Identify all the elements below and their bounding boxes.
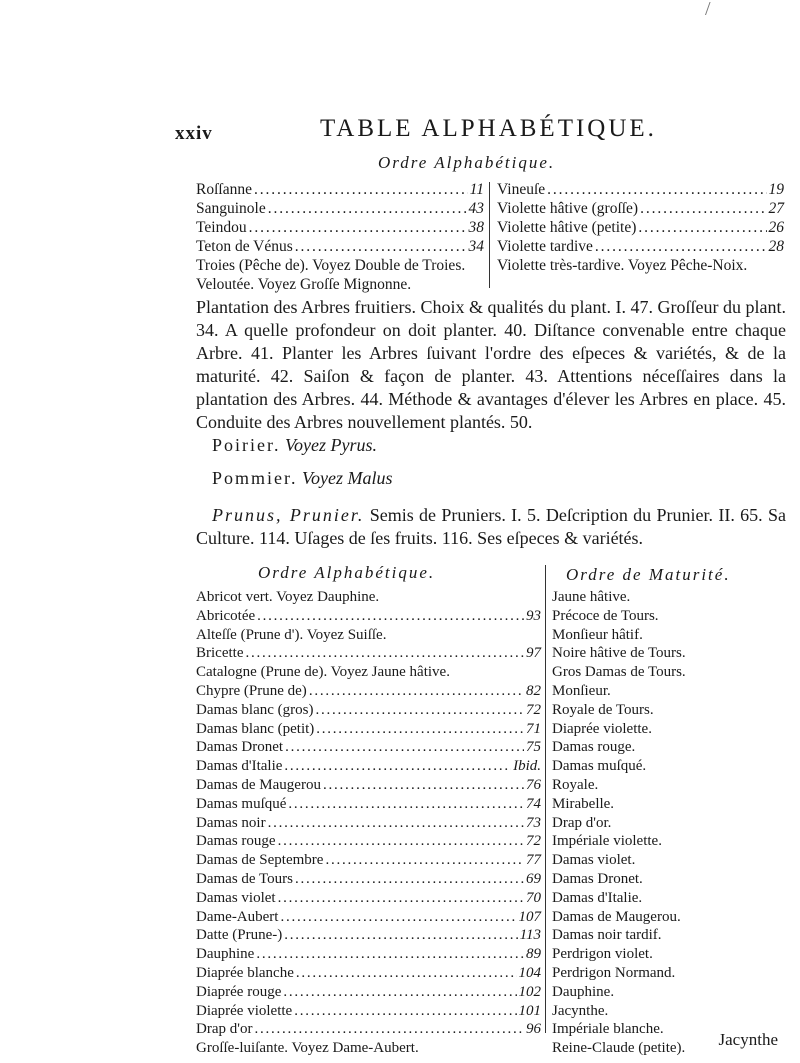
entry-name: Damas muſqué. (552, 758, 647, 775)
plantation-entry (196, 296, 786, 434)
entry-name: Impériale blanche. (552, 1021, 664, 1038)
entry-name: Damas blanc (petit) (196, 720, 315, 737)
prunus-text: Semis de Pruniers. I. 5. Deſcription du Prunier. II. 65. Sa Culture. 114. Uſages de ſes fruits. 116. Ses eſpeces & variétés. (196, 505, 786, 548)
entry-name: Teton de Vénus (196, 238, 293, 255)
page-number: 113 (519, 927, 541, 944)
table-row (552, 682, 792, 701)
leader-dots (245, 644, 524, 663)
leader-dots (268, 199, 467, 218)
leader-dots (283, 983, 516, 1002)
entry-name: Violette hâtive (groſſe) (497, 200, 639, 217)
table-row (196, 218, 484, 237)
leader-dots (285, 738, 524, 757)
table-subheading: Ordre Alphabétique. (378, 153, 556, 172)
table-row (552, 607, 792, 626)
table-row (552, 738, 792, 757)
prune-right-heading: Ordre de Maturité. (566, 565, 731, 584)
leader-dots (296, 964, 517, 983)
page-number: 104 (518, 964, 541, 981)
table-row (552, 926, 792, 945)
leader-dots (257, 607, 524, 626)
leader-dots (268, 814, 524, 833)
page-number: 34 (468, 238, 484, 255)
page-number: 96 (526, 1021, 541, 1038)
table-row (196, 851, 541, 870)
table-row (552, 795, 792, 814)
table-row (196, 199, 484, 218)
entry-name: Royale de Tours. (552, 701, 654, 718)
table-row (552, 663, 792, 682)
table-row (552, 1002, 792, 1021)
entry-name: Damas rouge (196, 833, 276, 850)
poirier-entry (212, 434, 772, 457)
table-row (196, 644, 541, 663)
page-number: 102 (518, 983, 541, 1000)
pommier-ref: Voyez Malus (302, 468, 393, 488)
table-row (552, 776, 792, 795)
entry-name: Roſſanne (196, 181, 252, 198)
entry-name: Groſſe-luiſante. Voyez Dame-Aubert. (196, 1040, 419, 1057)
page-number: 26 (768, 219, 784, 236)
column-rule (489, 182, 490, 288)
leader-dots (547, 180, 766, 199)
table-row (196, 889, 541, 908)
table-row (497, 237, 784, 256)
leader-dots (284, 926, 517, 945)
table-row (196, 926, 541, 945)
page-number: 97 (526, 645, 541, 662)
poirier-head: Poirier. (212, 435, 281, 455)
entry-name: Perdrigon Normand. (552, 964, 676, 981)
table-row (497, 199, 784, 218)
table-row (552, 908, 792, 927)
entry-name: Précoce de Tours. (552, 607, 659, 624)
entry-name: Catalogne (Prune de). Voyez Jaune hâtive. (196, 664, 450, 681)
entry-name: Noire hâtive de Tours. (552, 645, 686, 662)
catchword: Jacynthe (718, 1030, 778, 1049)
entry-name: Violette très-tardive. Voyez Pêche-Noix. (497, 257, 748, 274)
entry-name: Dame-Aubert (196, 908, 279, 925)
first-table-left (196, 180, 484, 294)
entry-name: Impériale violette. (552, 833, 662, 850)
entry-name: Sanguinole (196, 200, 266, 217)
table-row (552, 851, 792, 870)
entry-name: Damas Dronet (196, 739, 284, 756)
table-row (196, 870, 541, 889)
table-row (196, 720, 541, 739)
table-row (196, 1002, 541, 1021)
table-row (196, 832, 541, 851)
running-title: TABLE ALPHABÉTIQUE. (320, 115, 657, 142)
page-header (175, 115, 695, 147)
entry-name: Damas violet (196, 889, 276, 906)
table-row (196, 757, 541, 776)
page-number: 75 (526, 739, 541, 756)
table-row (552, 814, 792, 833)
leader-dots (295, 237, 467, 256)
table-row (196, 237, 484, 256)
table-row (196, 180, 484, 199)
first-table-right (497, 180, 784, 275)
table-row (196, 983, 541, 1002)
leader-dots (256, 945, 524, 964)
leader-dots (315, 701, 524, 720)
page-number: 76 (526, 776, 541, 793)
table-row (196, 663, 541, 682)
page-number: 82 (526, 682, 541, 699)
prune-table-right (552, 588, 792, 1058)
entry-name: Chypre (Prune de) (196, 682, 307, 699)
table-row (552, 832, 792, 851)
leader-dots (323, 776, 524, 795)
table-row (552, 701, 792, 720)
plantation-text: Plantation des Arbres fruitiers. Choix & qualités du plant. I. 47. Groſſeur du plant. 34. A quelle profondeur on doit planter. 40. Diſtance convenable entre chaque Arbre. 41. Planter les Arbres ſuivant l'ordre des eſpeces & variétés, & de la maturité. 42. Saiſon & façon de planter. 43. Attentions néceſſaires dans la plantation des Arbres. 44. Méthode & avantages d'élever les Arbres en place. 45. Conduite des Arbres nouvellement plantés. 50. (196, 297, 786, 432)
prunus-head: Prunus, Prunier. (212, 505, 365, 525)
leader-dots (280, 908, 516, 927)
page-number: 69 (526, 870, 541, 887)
table-row (552, 720, 792, 739)
table-row (196, 1039, 541, 1058)
entry-name: Teindou (196, 219, 247, 236)
leader-dots (294, 1002, 516, 1021)
leader-dots (640, 199, 766, 218)
leader-dots (638, 218, 766, 237)
margin-mark: / (705, 0, 711, 20)
prune-column-rule (545, 565, 546, 1033)
leader-dots (316, 720, 524, 739)
page-number: 74 (526, 795, 541, 812)
page-number: 73 (526, 814, 541, 831)
entry-name: Diaprée violette (196, 1002, 293, 1019)
table-row (196, 964, 541, 983)
table-row (196, 945, 541, 964)
table-row (552, 757, 792, 776)
table-row (552, 983, 792, 1002)
poirier-ref: Voyez Pyrus. (285, 435, 377, 455)
table-row (196, 275, 484, 294)
entry-name: Gros Damas de Tours. (552, 664, 686, 681)
entry-name: Violette hâtive (petite) (497, 219, 637, 236)
page-number: 38 (468, 219, 484, 236)
entry-name: Damas blanc (gros) (196, 701, 314, 718)
entry-name: Damas d'Italie (196, 758, 283, 775)
entry-name: Abricotée (196, 607, 256, 624)
table-row (196, 682, 541, 701)
table-row (196, 256, 484, 275)
prune-table-left (196, 588, 541, 1058)
entry-name: Damas de Septembre (196, 852, 324, 869)
leader-dots (309, 682, 524, 701)
folio-number: xxiv (175, 123, 213, 144)
entry-name: Alteſſe (Prune d'). Voyez Suiſſe. (196, 626, 387, 643)
page-number: 11 (469, 181, 484, 198)
entry-name: Royale. (552, 776, 599, 793)
page-number: 28 (768, 238, 784, 255)
table-row (552, 644, 792, 663)
table-row (552, 870, 792, 889)
table-row (497, 218, 784, 237)
entry-name: Perdrigon violet. (552, 946, 653, 963)
entry-name: Bricette (196, 645, 244, 662)
entry-name: Damas violet. (552, 852, 636, 869)
table-row (196, 588, 541, 607)
prune-left-heading: Ordre Alphabétique. (258, 563, 436, 582)
leader-dots (254, 180, 468, 199)
page-number: 71 (526, 720, 541, 737)
entry-name: Monſieur hâtif. (552, 626, 643, 643)
page-number: 107 (518, 908, 541, 925)
pommier-head: Pommier. (212, 468, 298, 488)
entry-name: Damas de Maugerou. (552, 908, 681, 925)
table-row (196, 1020, 541, 1039)
table-row (196, 626, 541, 645)
table-row (196, 701, 541, 720)
leader-dots (249, 218, 467, 237)
leader-dots (325, 851, 524, 870)
page-number: 77 (526, 852, 541, 869)
leader-dots (284, 757, 511, 776)
table-row (552, 588, 792, 607)
entry-name: Violette tardive (497, 238, 593, 255)
entry-name: Damas Dronet. (552, 870, 643, 887)
table-row (552, 626, 792, 645)
table-row (552, 945, 792, 964)
entry-name: Jaune hâtive. (552, 589, 631, 605)
entry-name: Mirabelle. (552, 795, 615, 812)
table-row (196, 738, 541, 757)
entry-name: Damas de Tours (196, 870, 293, 887)
table-row (196, 795, 541, 814)
entry-name: Dauphine (196, 946, 255, 963)
page-number: 93 (526, 607, 541, 624)
page-number: Ibid. (513, 758, 541, 775)
table-row (196, 814, 541, 833)
entry-name: Diaprée violette. (552, 720, 652, 737)
table-row (497, 256, 784, 275)
entry-name: Troies (Pêche de). Voyez Double de Troies. (196, 257, 466, 274)
page-number: 27 (768, 200, 784, 217)
leader-dots (295, 870, 524, 889)
entry-name: Drap d'or. (552, 814, 612, 831)
entry-name: Damas rouge. (552, 739, 636, 756)
page-number: 19 (768, 181, 784, 198)
entry-name: Reine-Claude (petite). (552, 1040, 686, 1057)
leader-dots (278, 832, 524, 851)
table-row (196, 776, 541, 795)
page-number: 89 (526, 946, 541, 963)
table-row (497, 180, 784, 199)
entry-name: Veloutée. Voyez Groſſe Mignonne. (196, 276, 412, 293)
page-number: 72 (526, 701, 541, 718)
table-row (552, 964, 792, 983)
entry-name: Jacynthe. (552, 1002, 609, 1019)
entry-name: Dauphine. (552, 983, 615, 1000)
entry-name: Damas muſqué (196, 795, 287, 812)
page-number: 72 (526, 833, 541, 850)
entry-name: Monſieur. (552, 682, 611, 699)
entry-name: Abricot vert. Voyez Dauphine. (196, 589, 380, 605)
entry-name: Diaprée rouge (196, 983, 282, 1000)
entry-name: Damas noir tardif. (552, 927, 662, 944)
entry-name: Vineuſe (497, 181, 546, 198)
table-row (196, 607, 541, 626)
page-number: 43 (468, 200, 484, 217)
leader-dots (288, 795, 524, 814)
entry-name: Damas noir (196, 814, 266, 831)
entry-name: Diaprée blanche (196, 964, 294, 981)
entry-name: Damas d'Italie. (552, 889, 643, 906)
leader-dots (254, 1020, 524, 1039)
page-number: 101 (518, 1002, 541, 1019)
page-number: 70 (526, 889, 541, 906)
pommier-entry (212, 467, 772, 490)
table-row (196, 908, 541, 927)
prunus-entry (196, 504, 786, 550)
entry-name: Datte (Prune-) (196, 927, 283, 944)
leader-dots (278, 889, 524, 908)
leader-dots (595, 237, 767, 256)
table-row (552, 889, 792, 908)
entry-name: Damas de Maugerou (196, 776, 321, 793)
entry-name: Drap d'or (196, 1021, 253, 1038)
